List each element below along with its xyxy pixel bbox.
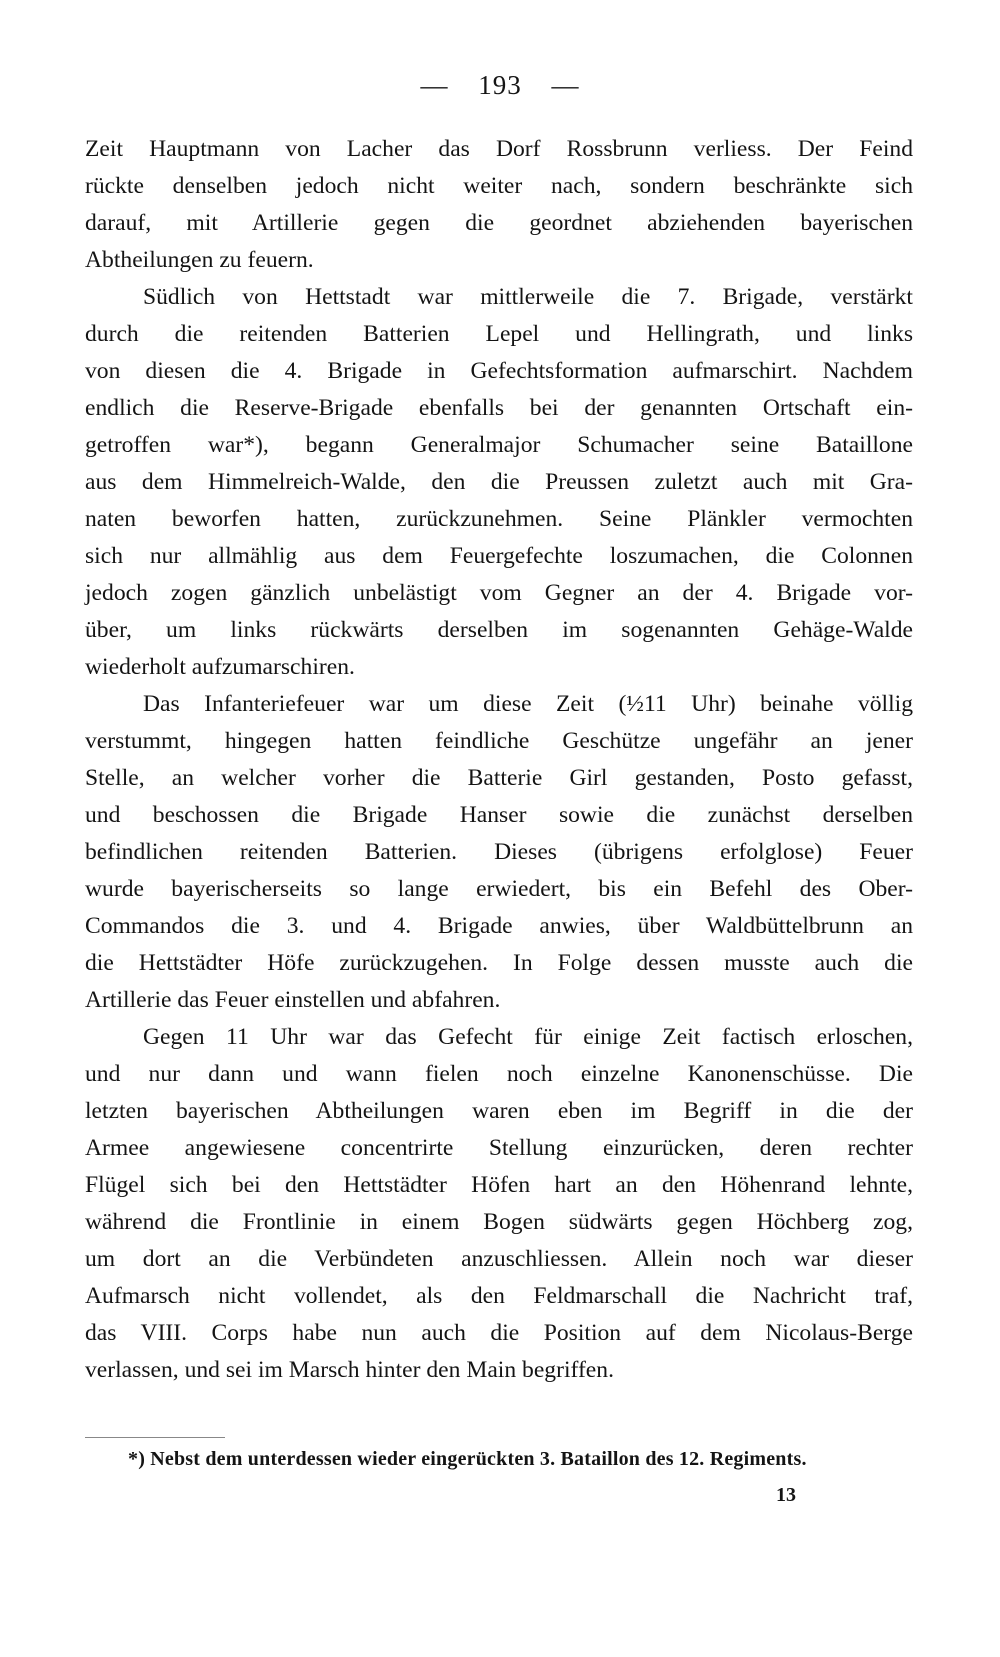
text-line: darauf, mit Artillerie gegen die geordnet abziehenden bayerischen bbox=[85, 210, 913, 236]
text-line: Armee angewiesene concentrirte Stellung einzurücken, deren rechter bbox=[85, 1135, 913, 1161]
page-number: 193 bbox=[478, 70, 522, 100]
text-line: um dort an die Verbündeten anzuschliessen. Allein noch war dieser bbox=[85, 1246, 913, 1272]
header-dash-right: — bbox=[551, 70, 580, 100]
text-line: Gegen 11 Uhr war das Gefecht für einige Zeit factisch erloschen, bbox=[143, 1024, 913, 1050]
text-line: durch die reitenden Batterien Lepel und Hellingrath, und links bbox=[85, 321, 913, 347]
text-line: letzten bayerischen Abtheilungen waren eben im Begriff in die der bbox=[85, 1098, 913, 1124]
text-line: rückte denselben jedoch nicht weiter nach, sondern beschränkte sich bbox=[85, 173, 913, 199]
text-line: Stelle, an welcher vorher die Batterie Girl gestanden, Posto gefasst, bbox=[85, 765, 913, 791]
text-line: wiederholt aufzumarschiren. bbox=[85, 654, 355, 680]
body-text bbox=[85, 131, 913, 1389]
text-line: während die Frontlinie in einem Bogen südwärts gegen Höchberg zog, bbox=[85, 1209, 913, 1235]
text-line: befindlichen reitenden Batterien. Dieses (übrigens erfolglose) Feuer bbox=[85, 839, 913, 865]
text-line: endlich die Reserve-Brigade ebenfalls bei der genannten Ortschaft ein- bbox=[85, 395, 913, 421]
text-line: Commandos die 3. und 4. Brigade anwies, über Waldbüttelbrunn an bbox=[85, 913, 913, 939]
page-header bbox=[0, 70, 1000, 101]
text-line: sich nur allmählig aus dem Feuergefechte loszumachen, die Colonnen bbox=[85, 543, 913, 569]
text-line: Flügel sich bei den Hettstädter Höfen hart an den Höhenrand lehnte, bbox=[85, 1172, 913, 1198]
text-line: naten beworfen hatten, zurückzunehmen. Seine Plänkler vermochten bbox=[85, 506, 913, 532]
text-line: Aufmarsch nicht vollendet, als den Feldmarschall die Nachricht traf, bbox=[85, 1283, 913, 1309]
text-line: von diesen die 4. Brigade in Gefechtsformation aufmarschirt. Nachdem bbox=[85, 358, 913, 384]
footnote: *) Nebst dem unterdessen wieder eingerückten 3. Bataillon des 12. Regiments. bbox=[128, 1448, 807, 1470]
text-line: verlassen, und sei im Marsch hinter den Main begriffen. bbox=[85, 1357, 614, 1383]
text-line: jedoch zogen gänzlich unbelästigt vom Gegner an der 4. Brigade vor- bbox=[85, 580, 913, 606]
header-dash-left: — bbox=[420, 70, 449, 100]
footnote-divider bbox=[85, 1437, 225, 1438]
text-line: Das Infanteriefeuer war um diese Zeit (½11 Uhr) beinahe völlig bbox=[143, 691, 913, 717]
text-line: verstummt, hingegen hatten feindliche Geschütze ungefähr an jener bbox=[85, 728, 913, 754]
text-line: und beschossen die Brigade Hanser sowie die zunächst derselben bbox=[85, 802, 913, 828]
text-line: Artillerie das Feuer einstellen und abfahren. bbox=[85, 987, 501, 1013]
text-line: und nur dann und wann fielen noch einzelne Kanonenschüsse. Die bbox=[85, 1061, 913, 1087]
signature-mark: 13 bbox=[776, 1484, 796, 1506]
text-line: über, um links rückwärts derselben im sogenannten Gehäge-Walde bbox=[85, 617, 913, 643]
text-line: getroffen war*), begann Generalmajor Schumacher seine Bataillone bbox=[85, 432, 913, 458]
text-line: die Hettstädter Höfe zurückzugehen. In Folge dessen musste auch die bbox=[85, 950, 913, 976]
text-line: wurde bayerischerseits so lange erwiedert, bis ein Befehl des Ober- bbox=[85, 876, 913, 902]
text-line: Zeit Hauptmann von Lacher das Dorf Rossbrunn verliess. Der Feind bbox=[85, 136, 913, 162]
text-line: aus dem Himmelreich-Walde, den die Preussen zuletzt auch mit Gra- bbox=[85, 469, 913, 495]
text-line: Abtheilungen zu feuern. bbox=[85, 247, 314, 273]
text-line: das VIII. Corps habe nun auch die Position auf dem Nicolaus-Berge bbox=[85, 1320, 913, 1346]
text-line: Südlich von Hettstadt war mittlerweile die 7. Brigade, verstärkt bbox=[143, 284, 913, 310]
